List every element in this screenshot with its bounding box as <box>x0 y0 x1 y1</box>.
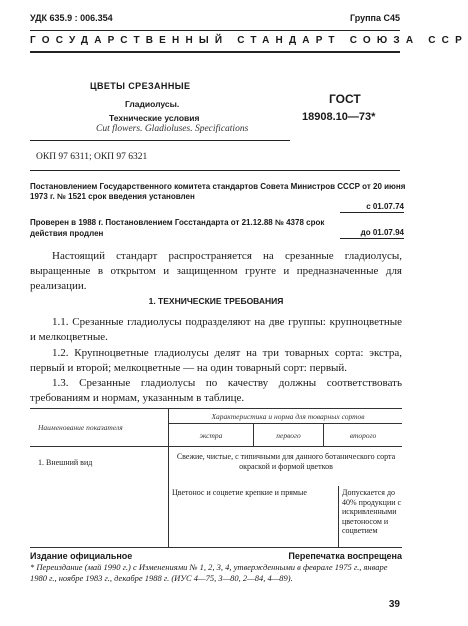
group-code: Группа С45 <box>349 13 400 23</box>
intro-paragraph: Настоящий стандарт распространяется на срезанные гладиолусы, выращенные в открытом и защищенном грунте и предназначенные для реализации. <box>30 250 402 292</box>
state-standard-heading: ГОСУДАРСТВЕННЫЙ СТАНДАРТ СОЮЗА ССР <box>30 35 468 46</box>
document-tech-conditions: Технические условия <box>109 113 200 123</box>
table-header-extra: экстра <box>199 431 223 440</box>
table-row-sub-left: Цветонос и соцветие крепкие и прямые <box>172 488 307 497</box>
table-header-indicator: Наименование показателя <box>38 423 123 432</box>
table-header-second: второго <box>349 431 377 440</box>
table-header-group: Характеристика и норма для товарных сортов <box>211 412 365 421</box>
reissue-footnote: * Переиздание (май 1990 г.) с Изменениями № 1, 2, 3, 4, утвержденными в феврале 1975 г., январе 1980 г., ноябре 1983 г., декабре 1988 г. (ИУС 4—75, 3—80, 2—84, 4—89). <box>30 562 388 583</box>
okp-codes: ОКП 97 6311; ОКП 97 6321 <box>36 152 148 162</box>
decree-date-extended: до 01.07.94 <box>360 228 404 237</box>
table-row-sub-right: Допускается до 40% продукции с искривленными цветоносом и соцветием <box>342 488 402 535</box>
paragraph-1-3: 1.3. Срезанные гладиолусы по качеству должны соответствовать требованиям и нормам, указанным в таблице. <box>30 377 402 404</box>
section-heading: 1. ТЕХНИЧЕСКИЕ ТРЕБОВАНИЯ <box>148 296 284 306</box>
header-rule-top <box>30 30 400 31</box>
paragraph-1-1: 1.1. Срезанные гладиолусы подразделяют на две группы: крупноцветные и мелкоцветные. <box>30 316 402 343</box>
decree-date-introduced: с 01.07.74 <box>366 202 404 211</box>
header-rule-bottom <box>30 51 400 53</box>
title-divider <box>30 140 290 141</box>
page-number: 39 <box>388 599 400 610</box>
table-row-common: Свежие, чистые, с типичными для данного ботанического сорта окраской и формой цветков <box>176 452 396 471</box>
document-subtitle: Гладиолусы. <box>125 99 180 109</box>
date1-underline <box>340 212 404 213</box>
document-title-english: Cut flowers. Gladioluses. Specifications <box>96 124 249 134</box>
reprint-prohibited-label: Перепечатка воспрещена <box>288 551 402 561</box>
table-header-first: первого <box>276 431 301 440</box>
decree-text-extended: Проверен в 1988 г. Постановлением Госстандарта от 21.12.88 № 4378 срок действия продлен <box>30 218 325 238</box>
decree-text-introduced: Постановлением Государственного комитета стандартов Совета Министров СССР от 20 июня 1973 г. № 1521 срок введения установлен <box>30 182 406 201</box>
udk-code: УДК 635.9 : 006.354 <box>30 13 113 23</box>
okp-divider <box>30 170 400 171</box>
document-title: ЦВЕТЫ СРЕЗАННЫЕ <box>90 81 191 91</box>
gost-number: 18908.10—73* <box>302 111 376 123</box>
paragraph-1-2: 1.2. Крупноцветные гладиолусы делят на три товарных сорта: экстра, первый и второй; мелкоцветные — на один товарный сорт: первый. <box>30 347 402 374</box>
official-edition-label: Издание официальное <box>30 551 133 561</box>
gost-label: ГОСТ <box>329 92 361 106</box>
date2-underline <box>340 238 404 239</box>
table-row-name: 1. Внешний вид <box>38 458 93 467</box>
